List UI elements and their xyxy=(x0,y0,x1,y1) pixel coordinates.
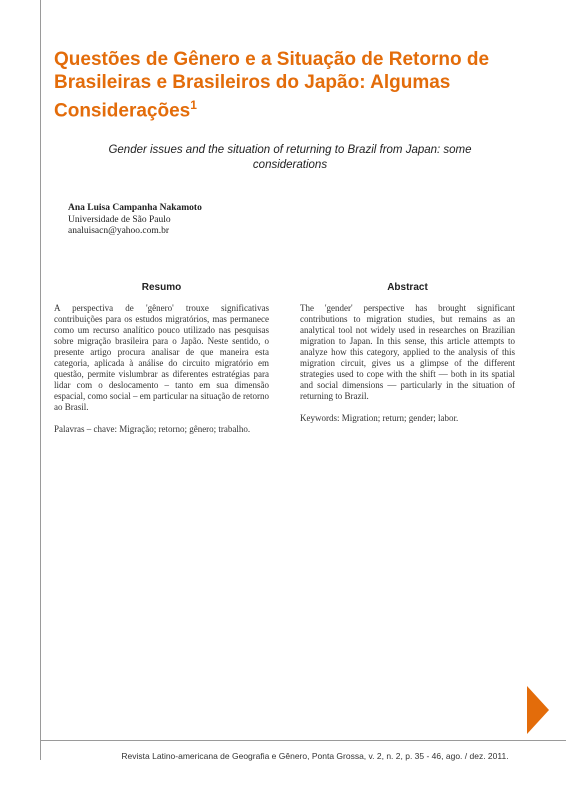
author-block xyxy=(68,203,202,238)
resumo-heading: Resumo xyxy=(141,282,182,293)
author-name: Ana Luisa Campanha Nakamoto xyxy=(68,203,202,213)
right-triangle-arrow-icon[interactable] xyxy=(527,686,549,734)
footer-rule xyxy=(40,740,566,741)
article-title xyxy=(54,48,524,122)
abstract-heading: Abstract xyxy=(387,282,428,293)
left-margin-rule xyxy=(40,0,41,760)
abstract-body: The 'gender' perspective has brought significant contributions to migration studies, but remains as an analytical tool not widely used in researches on Brazilian migration to Japan. In this sense, this article attempts to analyze how this category, applied to the analysis of this migration circuit, gives us a glimpse of the different strategies used to cope with the shift — both in its spatial and social dimensions — particularly in the situation of returning to Brazil. xyxy=(300,303,515,401)
resumo-keywords: Palavras – chave: Migração; retorno; gênero; trabalho. xyxy=(54,424,251,434)
resumo-body: A perspectiva de 'gênero' trouxe significativas contribuições para os estudos migratórios, mas permanece como um recurso analítico pouco utilizado nas pesquisas sobre migração brasileira para o Japão. Neste sentido, o presente artigo procura analisar de que maneira esta categoria, aplicada à análise do circuito migratório em questão, permite vislumbrar as diferentes estratégias para lidar com o deslocamento – tanto em sua dimensão espacial, como social – em particular na situação de retorno ao Brasil. xyxy=(54,303,269,412)
title-footnote-mark: 1 xyxy=(190,98,197,112)
author-email: analuisacn@yahoo.com.br xyxy=(68,226,170,236)
abstract-keywords: Keywords: Migration; return; gender; labor. xyxy=(300,413,459,423)
english-title: Gender issues and the situation of returning to Brazil from Japan: some considerations xyxy=(108,144,472,171)
author-affiliation: Universidade de São Paulo xyxy=(68,214,171,225)
abstract-section xyxy=(300,282,515,424)
resumo-section xyxy=(54,282,269,435)
journal-footer: Revista Latino-americana de Geografia e Gênero, Ponta Grossa, v. 2, n. 2, p. 35 - 46, ago. / dez. 2011. xyxy=(121,751,509,761)
article-title-text: Questões de Gênero e a Situação de Retorno de Brasileiras e Brasileiros do Japão: Algumas Considerações xyxy=(54,49,490,122)
